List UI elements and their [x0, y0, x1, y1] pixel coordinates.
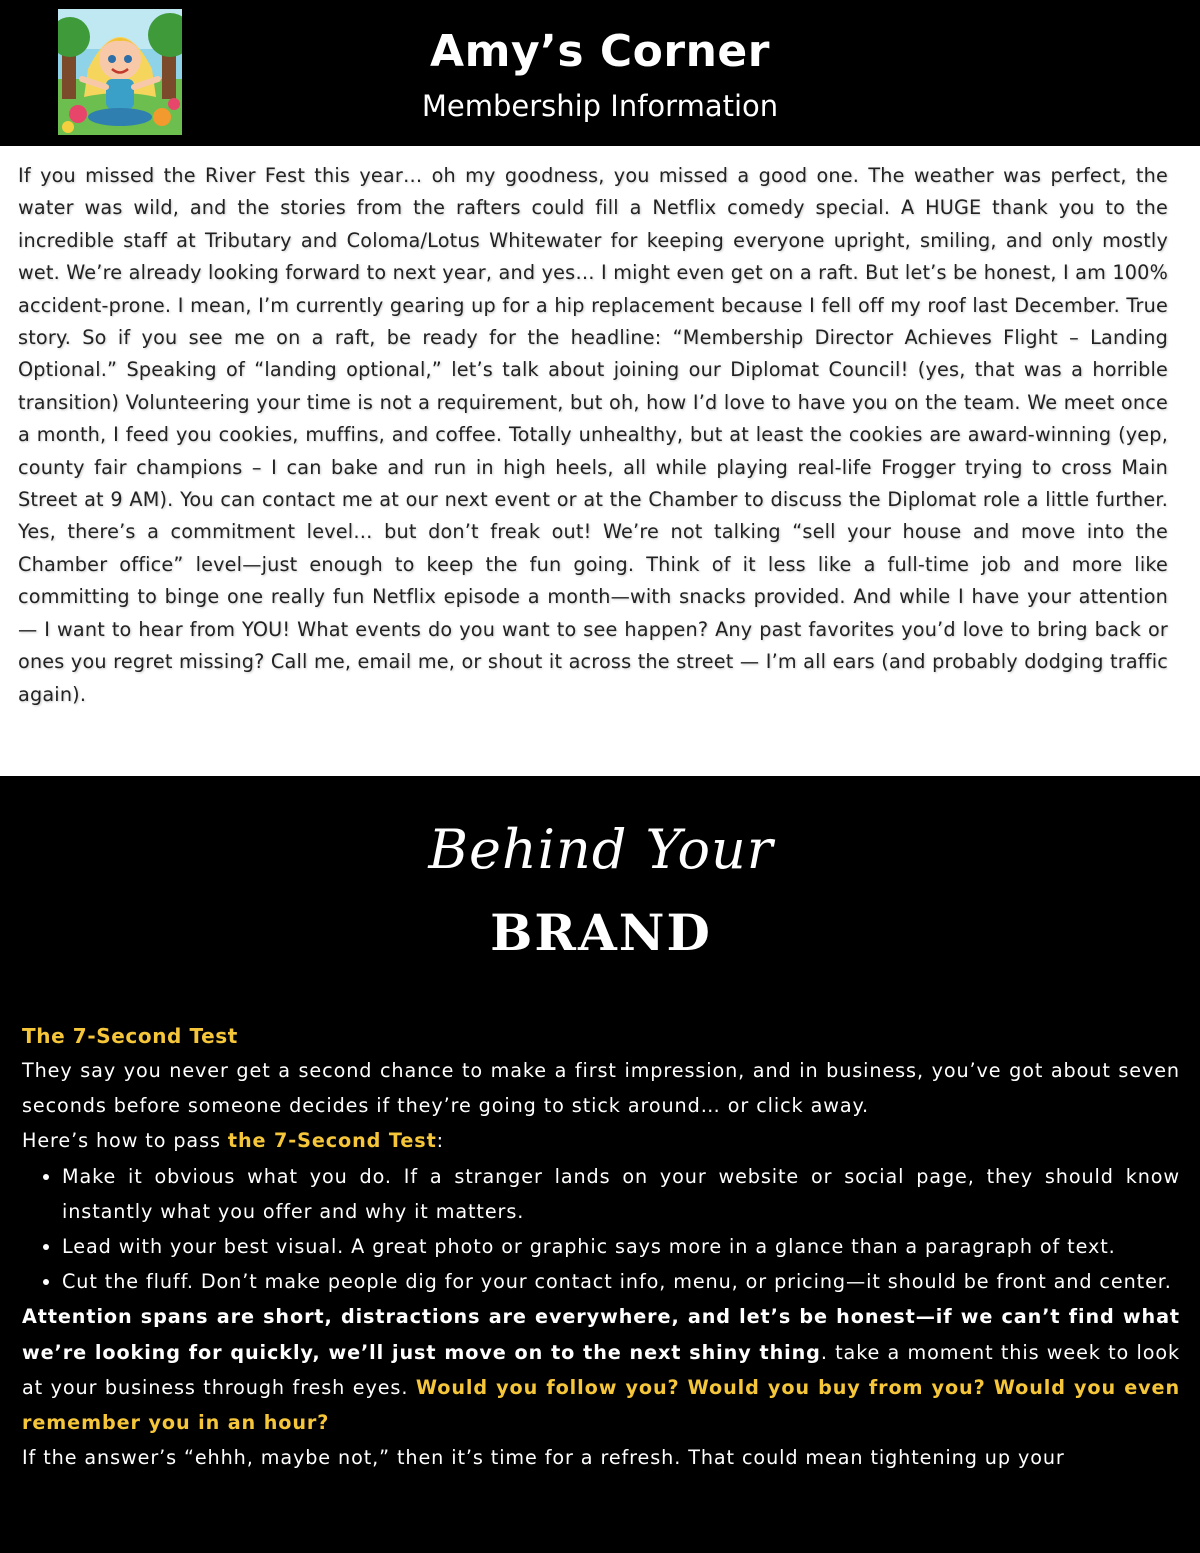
section-title: The 7-Second Test	[22, 1024, 238, 1048]
brand-word: BRAND	[490, 903, 712, 962]
closing-paragraph: If the answer’s “ehhh, maybe not,” then it’s time for a refresh. That could mean tightening up your	[22, 1446, 1065, 1470]
membership-article	[0, 146, 1200, 776]
attention-paragraph	[22, 1299, 1180, 1440]
brand-script-text: Behind Your	[428, 818, 774, 881]
attention-questions: Would you follow you? Would you buy from you? Would you even remember you in an hour?	[22, 1375, 1180, 1435]
brand-script-heading	[22, 806, 1180, 900]
page-subtitle: Membership Information	[421, 89, 779, 123]
list-item: • Cut the fluff. Don’t make people dig for your contact info, menu, or pricing—it should be front and center.	[62, 1264, 1180, 1299]
brand-section	[0, 776, 1200, 1553]
article-body: If you missed the River Fest this year… oh my goodness, you missed a good one. The weather was perfect, the water was wild, and the stories from the rafters could fill a Netflix comedy special. A HUGE thank you to the incredible staff at Tributary and Coloma/Lotus Whitewater for keeping everyone upright, smiling, and only mostly wet. We’re already looking forward to next year, and yes… I might even get on a raft. But let’s be honest, I am 100% accident-prone. I mean, I’m currently gearing up for a hip replacement because I fell off my roof last December. True story. So if you see me on a raft, be ready for the headline: “Membership Director Achieves Flight – Landing Optional.” Speaking of “landing optional,” let’s talk about joining our Diplomat Council! (yes, that was a horrible transition) Volunteering your time is not a requirement, but oh, how I’d love to have you on the team. We meet once a month, I feed you cookies, muffins, and coffee. Totally unhealthy, but at least the cookies are award-winning (yep, county fair champions – I can bake and run in high heels, all while playing real-life Frogger trying to cross Main Street at 9 AM). You can contact me at our next event or at the Chamber to discuss the Diplomat role a little further. Yes, there’s a commitment level… but don’t freak out! We’re not talking “sell your house and move into the Chamber office” level—just enough to keep the fun going. Think of it less like a full-time job and more like committing to binge one really fun Netflix episode a month—with snacks provided. And while I have your attention — I want to hear from YOU! What events do you want to see happen? Any past favorites you’d love to bring back or ones you regret missing? Call me, email me, or shout it across the street — I’m all ears (and probably dodging traffic again).	[18, 164, 1168, 706]
attention-rest: . take a moment this week to look at your business through fresh eyes.	[22, 1340, 1181, 1399]
brand-banner	[22, 776, 1180, 1021]
howto-line	[22, 1123, 1180, 1158]
page-header	[0, 0, 1200, 146]
howto-prefix: Here’s how to pass	[22, 1129, 228, 1153]
list-item: • Make it obvious what you do. If a stranger lands on your website or social page, they should know instantly what you offer and why it matters.	[62, 1159, 1180, 1229]
section-intro: They say you never get a second chance to make a first impression, and in business, you’ve got about seven seconds before someone decides if they’re going to stick around… or click away.	[22, 1059, 1180, 1118]
howto-highlight: the 7-Second Test	[227, 1129, 437, 1153]
page-title: Amy’s Corner	[430, 26, 770, 77]
tips-list	[22, 1159, 1180, 1300]
attention-bold: Attention spans are short, distractions are everywhere, and let’s be honest—if we can’t find what we’re looking for quickly, we’ll just move on to the next shiny thing	[22, 1305, 1180, 1364]
howto-suffix: :	[436, 1129, 445, 1153]
list-item: • Lead with your best visual. A great photo or graphic says more in a glance than a paragraph of text.	[62, 1229, 1180, 1264]
